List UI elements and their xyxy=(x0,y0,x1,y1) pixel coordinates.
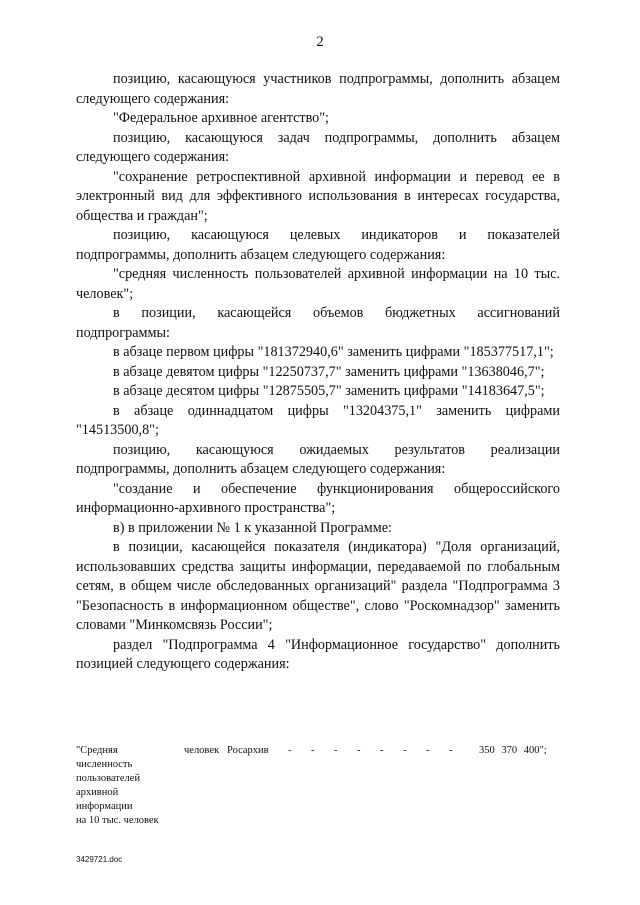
page-number: 2 xyxy=(316,34,324,50)
paragraph: раздел "Подпрограмма 4 "Информационное государство" дополнить позицией следующего содержания: xyxy=(76,636,560,672)
values-cell: 350 370 400"; xyxy=(479,745,547,756)
paragraph: в абзаце девятом цифры "12250737,7" заменить цифрами "13638046,7"; xyxy=(113,363,545,380)
indicator-name-line: информации xyxy=(76,801,133,812)
indicator-name-line: численность xyxy=(76,759,133,770)
paragraph: в) в приложении № 1 к указанной Программе: xyxy=(113,519,392,536)
paragraph: в абзаце одиннадцатом цифры "13204375,1" заменить цифрами "14513500,8"; xyxy=(76,402,560,438)
paragraph: в позиции, касающейся объемов бюджетных ассигнований подпрограммы: xyxy=(76,305,560,341)
indicator-name-line: на 10 тыс. человек xyxy=(76,815,159,826)
dash-cell: - xyxy=(449,745,453,756)
dash-cell: - xyxy=(288,745,292,756)
dash-cell: - xyxy=(380,745,384,756)
paragraph: "создание и обеспечение функционирования общероссийского информационно-архивного пространства"; xyxy=(76,480,560,516)
paragraph: позицию, касающуюся задач подпрограммы, дополнить абзацем следующего содержания: xyxy=(76,129,560,165)
paragraph: позицию, касающуюся ожидаемых результатов реализации подпрограммы, дополнить абзацем следующего содержания: xyxy=(76,441,560,477)
agency-cell: Росархив xyxy=(227,745,269,756)
dash-cell: - xyxy=(357,745,361,756)
dash-cell: - xyxy=(426,745,430,756)
paragraph: позицию, касающуюся целевых индикаторов и показателей подпрограммы, дополнить абзацем следующего содержания: xyxy=(76,227,560,263)
indicator-name-cell xyxy=(76,744,176,828)
dash-cell: - xyxy=(334,745,338,756)
paragraph: позицию, касающуюся участников подпрограммы, дополнить абзацем следующего содержания: xyxy=(76,71,560,107)
indicator-name-line: архивной xyxy=(76,787,119,798)
document-body xyxy=(76,70,560,675)
document-footer: 3429721.doc xyxy=(76,855,123,864)
indicator-name-line: пользователей xyxy=(76,773,141,784)
paragraph: в позиции, касающейся показателя (индикатора) "Доля организаций, использовавших средства защиты информации, передаваемой по глобальным сетям, в общем числе обследованных организаций" раздела "Подпрограмма 3 "Безопасность в информационном обществе", слово "Роскомнадзор" заменить словами "Минкомсвязь России"; xyxy=(76,539,560,633)
paragraph: в абзаце десятом цифры "12875505,7" заменить цифрами "14183647,5"; xyxy=(113,383,545,399)
paragraph: "сохранение ретроспективной архивной информации и перевод ее в электронный вид для эффективного использования в интересах государства, общества и граждан"; xyxy=(76,168,560,224)
paragraph: "средняя численность пользователей архивной информации на 10 тыс. человек"; xyxy=(76,266,560,302)
paragraph: "Федеральное архивное агентство"; xyxy=(113,110,329,126)
empty-values-cells xyxy=(288,744,472,758)
indicator-name-line: "Средняя xyxy=(76,745,118,756)
paragraph: в абзаце первом цифры "181372940,6" заменить цифрами "185377517,1"; xyxy=(113,344,554,360)
dash-cell: - xyxy=(311,745,315,756)
unit-cell: человек xyxy=(184,745,220,756)
dash-cell: - xyxy=(403,745,407,756)
